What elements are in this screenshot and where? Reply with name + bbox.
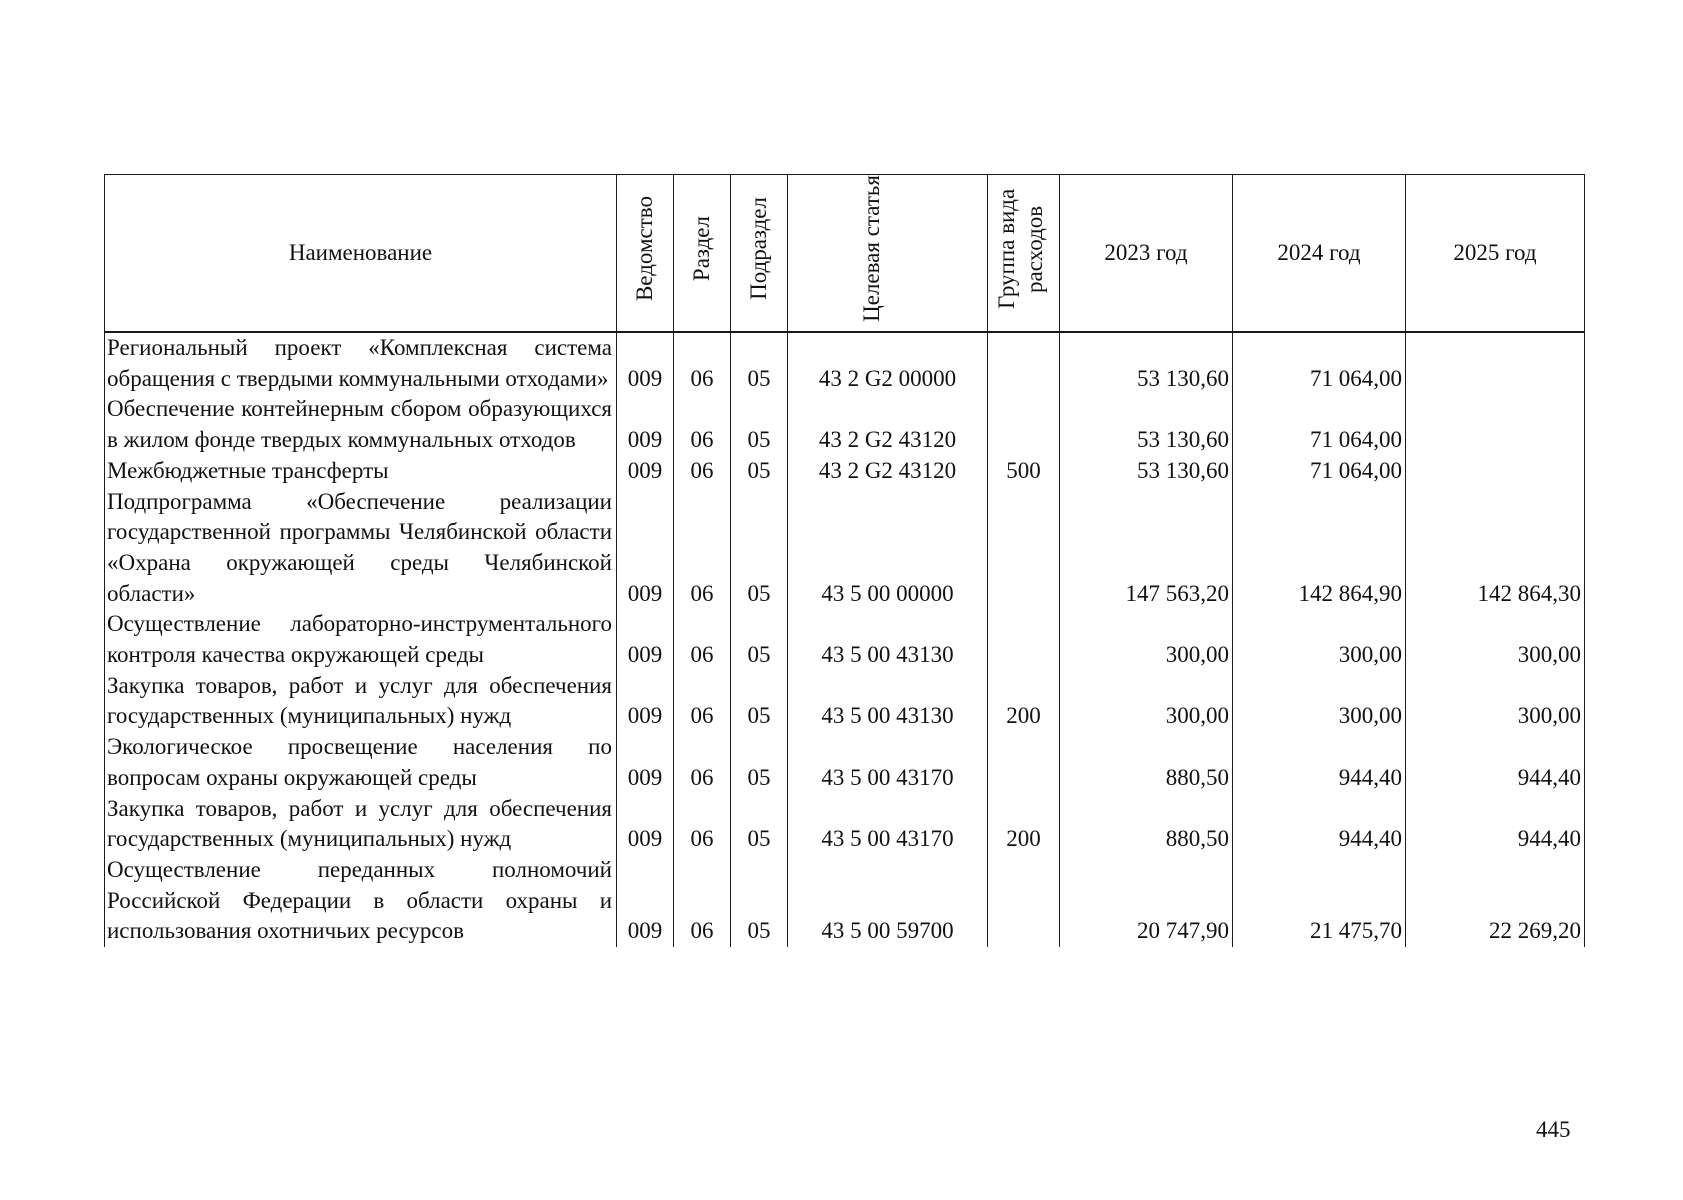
row-target-article: 43 5 00 43130 [788, 609, 988, 670]
row-subsection: 05 [731, 671, 788, 732]
row-target-article: 43 5 00 00000 [788, 487, 988, 610]
row-2025: 300,00 [1406, 671, 1585, 732]
row-name: Закупка товаров, работ и услуг для обеспечения государственных (муниципальных) нужд [105, 671, 617, 732]
table-row [105, 487, 1585, 610]
row-2023: 53 130,60 [1060, 332, 1233, 394]
row-name: Межбюджетные трансферты [105, 456, 617, 487]
row-subsection: 05 [731, 487, 788, 610]
row-subsection: 05 [731, 732, 788, 793]
row-name: Закупка товаров, работ и услуг для обеспечения государственных (муниципальных) нужд [105, 794, 617, 855]
header-department: Ведомство [617, 175, 674, 333]
row-2025 [1406, 456, 1585, 487]
table-row [105, 732, 1585, 793]
row-name: Экологическое просвещение населения по вопросам охраны окружающей среды [105, 732, 617, 793]
header-expense-group: Группа вида расходов [988, 175, 1060, 333]
row-name: Обеспечение контейнерным сбором образующихся в жилом фонде твердых коммунальных отходов [105, 394, 617, 455]
row-section: 06 [674, 732, 731, 793]
row-2025 [1406, 332, 1585, 394]
page-number: 445 [1536, 1117, 1571, 1142]
header-subsection: Подраздел [731, 175, 788, 333]
row-2023: 53 130,60 [1060, 456, 1233, 487]
row-expense-group [988, 732, 1060, 793]
table-row [105, 855, 1585, 947]
row-department: 009 [617, 732, 674, 793]
row-subsection: 05 [731, 794, 788, 855]
row-target-article: 43 2 G2 00000 [788, 332, 988, 394]
row-2023: 53 130,60 [1060, 394, 1233, 455]
row-2025: 944,40 [1406, 732, 1585, 793]
row-section: 06 [674, 394, 731, 455]
row-2023: 20 747,90 [1060, 855, 1233, 947]
row-expense-group [988, 332, 1060, 394]
row-2024: 944,40 [1233, 794, 1406, 855]
row-target-article: 43 5 00 43170 [788, 794, 988, 855]
header-2023: 2023 год [1060, 175, 1233, 333]
row-target-article: 43 5 00 59700 [788, 855, 988, 947]
row-expense-group: 200 [988, 794, 1060, 855]
row-2023: 300,00 [1060, 609, 1233, 670]
header-section: Раздел [674, 175, 731, 333]
row-2023: 147 563,20 [1060, 487, 1233, 610]
row-department: 009 [617, 456, 674, 487]
row-2025: 944,40 [1406, 794, 1585, 855]
row-department: 009 [617, 794, 674, 855]
row-2024: 142 864,90 [1233, 487, 1406, 610]
row-subsection: 05 [731, 332, 788, 394]
row-name: Осуществление лабораторно-инструментального контроля качества окружающей среды [105, 609, 617, 670]
row-department: 009 [617, 487, 674, 610]
row-subsection: 05 [731, 456, 788, 487]
table-row [105, 794, 1585, 855]
table-row [105, 671, 1585, 732]
table-row [105, 609, 1585, 670]
row-section: 06 [674, 456, 731, 487]
row-target-article: 43 2 G2 43120 [788, 456, 988, 487]
row-section: 06 [674, 794, 731, 855]
row-expense-group: 500 [988, 456, 1060, 487]
table-row [105, 394, 1585, 455]
row-2025: 300,00 [1406, 609, 1585, 670]
table-header-row [105, 175, 1585, 333]
row-name: Подпрограмма «Обеспечение реализации государственной программы Челябинской области «Охрана окружающей среды Челябинской области» [105, 487, 617, 610]
row-department: 009 [617, 332, 674, 394]
row-2024: 21 475,70 [1233, 855, 1406, 947]
row-expense-group [988, 855, 1060, 947]
row-name: Осуществление переданных полномочий Российской Федерации в области охраны и использования охотничьих ресурсов [105, 855, 617, 947]
row-2024: 300,00 [1233, 609, 1406, 670]
row-target-article: 43 5 00 43130 [788, 671, 988, 732]
header-2024: 2024 год [1233, 175, 1406, 333]
row-target-article: 43 2 G2 43120 [788, 394, 988, 455]
row-expense-group [988, 609, 1060, 670]
row-section: 06 [674, 855, 731, 947]
row-2024: 71 064,00 [1233, 332, 1406, 394]
row-subsection: 05 [731, 609, 788, 670]
row-2023: 880,50 [1060, 794, 1233, 855]
row-2024: 300,00 [1233, 671, 1406, 732]
row-2023: 880,50 [1060, 732, 1233, 793]
row-2023: 300,00 [1060, 671, 1233, 732]
row-subsection: 05 [731, 394, 788, 455]
row-department: 009 [617, 671, 674, 732]
row-section: 06 [674, 671, 731, 732]
row-department: 009 [617, 855, 674, 947]
header-target-article: Целевая статья [788, 175, 988, 333]
row-expense-group: 200 [988, 671, 1060, 732]
row-department: 009 [617, 609, 674, 670]
table-row [105, 332, 1585, 394]
row-name: Региональный проект «Комплексная система обращения с твердыми коммунальными отходами» [105, 332, 617, 394]
row-expense-group [988, 394, 1060, 455]
row-section: 06 [674, 609, 731, 670]
row-2024: 944,40 [1233, 732, 1406, 793]
row-2025: 142 864,30 [1406, 487, 1585, 610]
row-2024: 71 064,00 [1233, 394, 1406, 455]
row-department: 009 [617, 394, 674, 455]
row-2025 [1406, 394, 1585, 455]
budget-table [104, 174, 1585, 947]
row-2024: 71 064,00 [1233, 456, 1406, 487]
row-section: 06 [674, 332, 731, 394]
row-section: 06 [674, 487, 731, 610]
row-subsection: 05 [731, 855, 788, 947]
header-2025: 2025 год [1406, 175, 1585, 333]
row-expense-group [988, 487, 1060, 610]
table-row [105, 456, 1585, 487]
row-2025: 22 269,20 [1406, 855, 1585, 947]
row-target-article: 43 5 00 43170 [788, 732, 988, 793]
header-name: Наименование [105, 175, 617, 333]
